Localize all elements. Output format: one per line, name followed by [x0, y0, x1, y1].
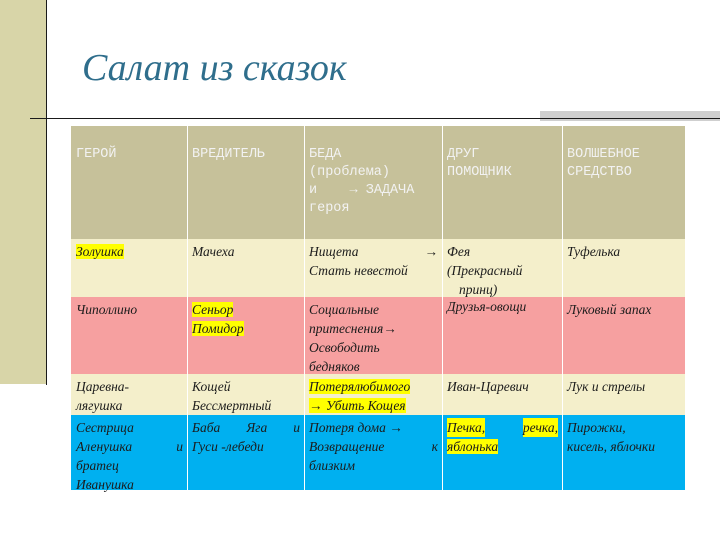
hero-line2: лягушка — [76, 398, 123, 413]
hero-line4: Иванушка — [76, 477, 134, 492]
hero-line3: братец — [76, 458, 119, 473]
cell-friend: Друзья-овощи — [447, 299, 527, 314]
cell-hero — [71, 415, 187, 490]
friend-line2 — [447, 437, 558, 456]
trouble-line3: близким — [309, 458, 356, 473]
trouble-text: Нищета — [309, 244, 359, 259]
column-divider — [562, 126, 563, 490]
cell-magic: Лук и стрелы — [567, 379, 646, 394]
villain-text: Сеньор — [192, 302, 234, 317]
header-trouble — [304, 126, 442, 239]
villain-line2 — [192, 319, 300, 338]
hero-line1: Сестрица — [76, 420, 134, 435]
table-row — [71, 415, 685, 490]
villain-text: Помидор — [192, 321, 244, 336]
villain-word: Баба — [192, 420, 221, 435]
friend-line1: Фея — [447, 244, 471, 259]
friend-word: Печка, — [447, 420, 486, 435]
header-friend-line2: ПОМОЩНИК — [447, 165, 512, 180]
cell-hero — [71, 239, 187, 297]
cell-magic: Луковый запах — [567, 302, 652, 317]
header-trouble-line2: (проблема) — [309, 165, 391, 180]
hero-name: Золушка — [76, 244, 124, 259]
horizontal-rule — [30, 118, 720, 119]
table-row — [71, 239, 685, 297]
trouble-text: Потерялюбимого — [309, 379, 411, 394]
friend-line3: принц) — [459, 282, 498, 297]
header-trouble-line3 — [309, 182, 438, 200]
decorative-top-bar — [540, 111, 720, 121]
header-villain: ВРЕДИТЕЛЬ — [192, 147, 265, 162]
column-divider — [187, 126, 188, 490]
column-divider — [442, 126, 443, 490]
trouble-line2 — [309, 396, 438, 415]
cell-magic — [562, 415, 685, 490]
trouble-line3: Освободить — [309, 340, 380, 355]
villain-line1: Кощей — [192, 379, 231, 394]
header-friend-line1: ДРУГ — [447, 147, 480, 162]
trouble-line2 — [309, 437, 438, 456]
header-magic-line2: СРЕДСТВО — [567, 165, 632, 180]
header-magic — [562, 126, 685, 239]
cell-friend: Иван-Царевич — [447, 379, 529, 394]
trouble-line2: притеснения→ — [309, 321, 397, 336]
header-trouble-line1: БЕДА — [309, 147, 342, 162]
trouble-line1: Потеря дома → — [309, 420, 403, 435]
cell-villain — [187, 415, 304, 490]
header-friend — [442, 126, 562, 239]
slide-title: Салат из сказок — [82, 47, 347, 89]
table-header-row — [71, 126, 685, 239]
table-row — [71, 374, 685, 415]
friend-word: речка, — [522, 420, 558, 435]
villain-line2: Бессмертный — [192, 398, 272, 413]
trouble-arrow: → — [424, 244, 438, 259]
villain-line1 — [192, 300, 300, 319]
cell-friend — [442, 415, 562, 490]
hero-line2 — [76, 437, 183, 456]
vertical-rule — [46, 0, 47, 385]
table-row — [71, 297, 685, 374]
trouble-line1 — [309, 377, 438, 396]
friend-word: яблонька — [447, 439, 499, 454]
cell-villain: Мачеха — [192, 244, 235, 259]
trouble-word: Возвращение — [309, 439, 385, 454]
trouble-word: к — [431, 439, 438, 454]
decorative-side-bar — [0, 0, 46, 384]
column-divider — [304, 126, 305, 490]
cell-trouble — [304, 297, 442, 374]
villain-line2: Гуси -лебеди — [192, 439, 264, 454]
trouble-text: → Убить Кощея — [309, 398, 406, 413]
friend-line2: (Прекрасный — [447, 263, 523, 278]
cell-friend — [442, 239, 562, 297]
trouble-task: Стать невестой — [309, 263, 408, 278]
villain-word: и — [293, 420, 300, 435]
cell-villain — [187, 297, 304, 374]
friend-line1 — [447, 418, 558, 437]
magic-line1: Пирожки, — [567, 420, 626, 435]
cell-hero: Чиполлино — [76, 302, 138, 317]
cell-trouble — [304, 239, 442, 297]
header-trouble-and: и — [309, 183, 318, 198]
header-trouble-task: → ЗАДАЧА — [349, 183, 415, 198]
cell-magic: Туфелька — [567, 244, 621, 259]
cell-hero — [71, 374, 187, 415]
magic-line2: кисель, яблочки — [567, 439, 656, 454]
cell-trouble — [304, 415, 442, 490]
fairy-tale-table — [71, 126, 685, 490]
header-magic-line1: ВОЛШЕБНОЕ — [567, 147, 640, 162]
trouble-line4: бедняков — [309, 359, 360, 374]
header-trouble-line4: героя — [309, 201, 350, 216]
hero-and: и — [176, 439, 183, 454]
hero-line1: Царевна- — [76, 379, 130, 394]
hero-text: Аленушка — [76, 439, 133, 454]
cell-villain — [187, 374, 304, 415]
villain-word: Яга — [246, 420, 268, 435]
trouble-line1: Социальные — [309, 302, 379, 317]
header-hero: ГЕРОЙ — [76, 147, 117, 162]
trouble-line1 — [309, 242, 438, 261]
cell-trouble — [304, 374, 442, 415]
villain-line1 — [192, 418, 300, 437]
